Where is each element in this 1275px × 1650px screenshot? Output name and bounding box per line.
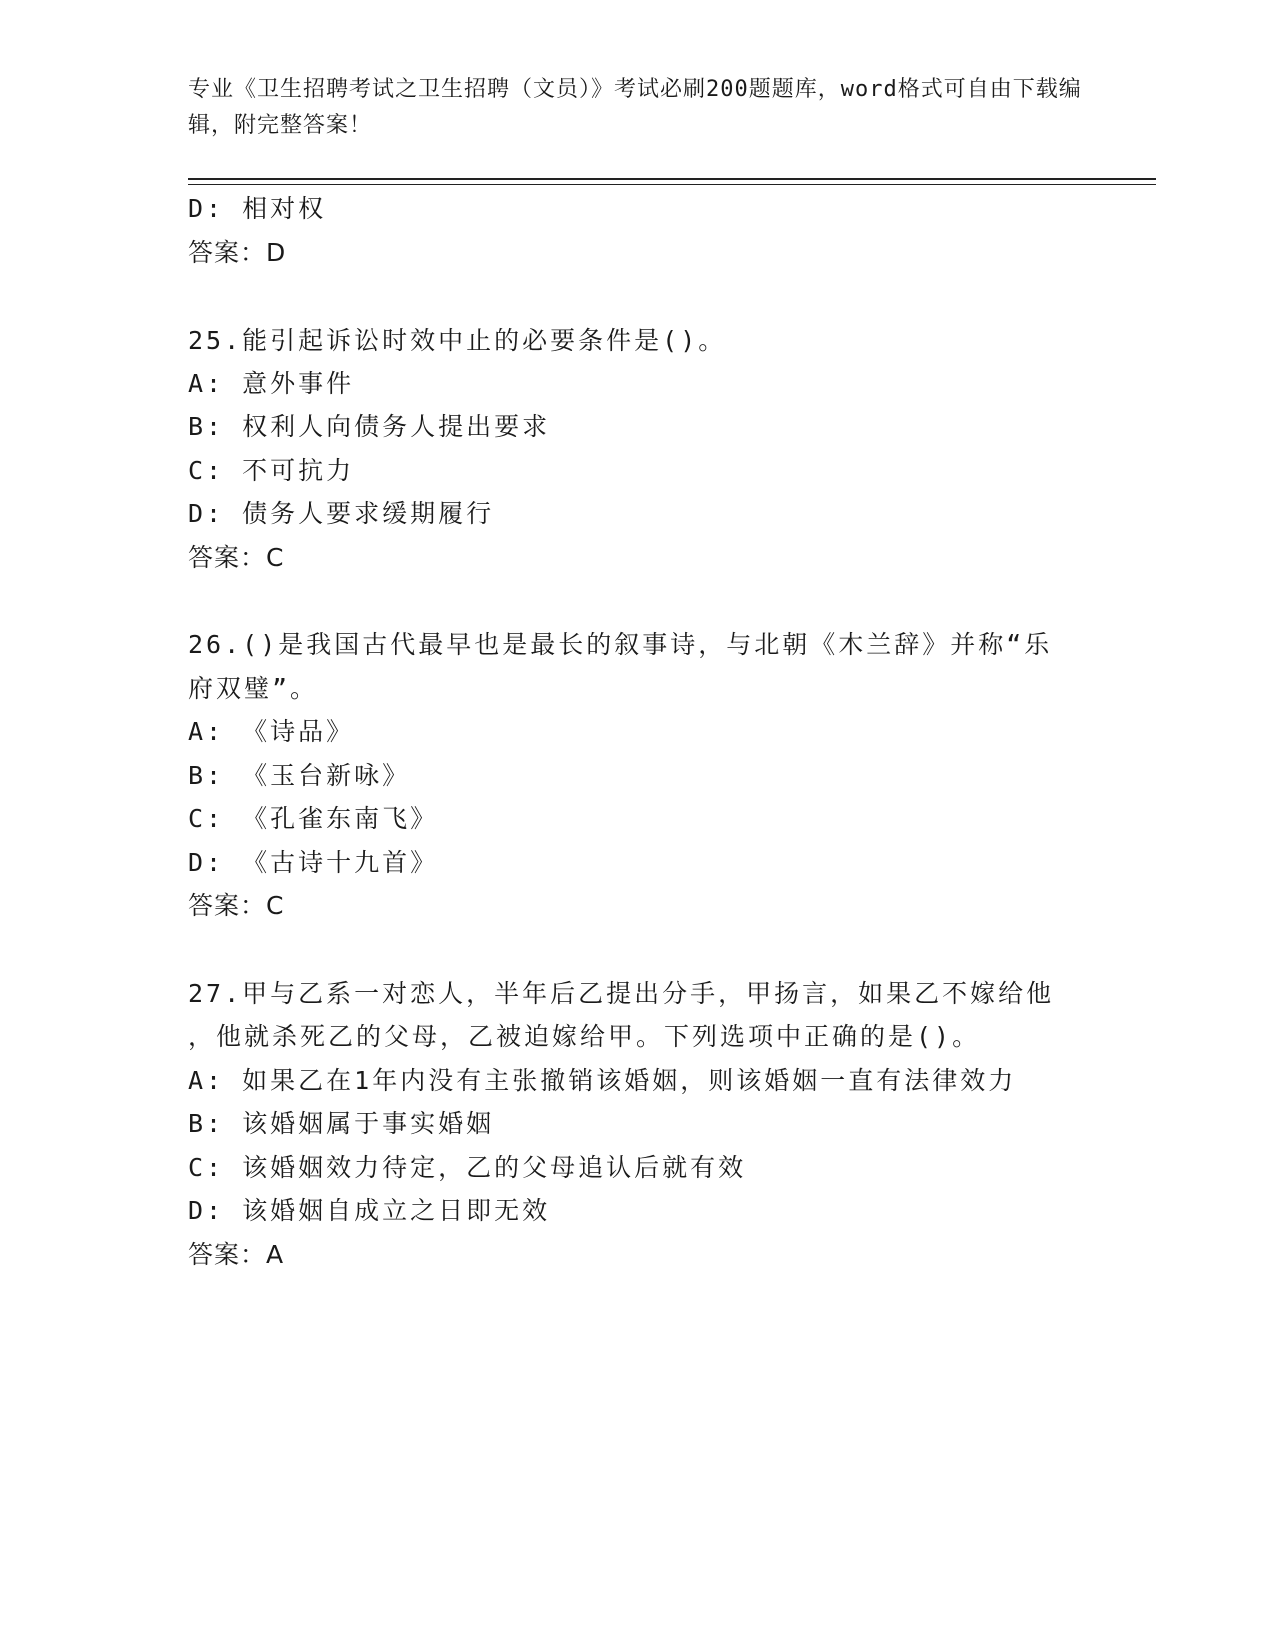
document-header: 专业《卫生招聘考试之卫生招聘（文员）》考试必刷200题题库，word格式可自由下载编辑，附完整答案！ [188,77,1082,138]
q27-answer: 答案：A [188,1240,285,1269]
q27-option-a: A: 如果乙在1年内没有主张撤销该婚姻，则该婚姻一直有法律效力 [188,1066,1017,1095]
q25-option-b: B: 权利人向债务人提出要求 [188,412,551,441]
header-rule-thick [188,178,1156,180]
q26-option-c: C: 《孔雀东南飞》 [188,804,439,833]
prev-answer: 答案：D [188,238,287,267]
q25-option-d: D: 债务人要求缓期履行 [188,499,495,528]
q26-stem-line1: 26.()是我国古代最早也是最长的叙事诗，与北朝《木兰辞》并称“乐 [188,630,1053,659]
q26-option-a: A: 《诗品》 [188,717,355,746]
q25-stem: 25.能引起诉讼时效中止的必要条件是()。 [188,326,727,355]
q25-option-c: C: 不可抗力 [188,456,355,485]
prev-option-d: D: 相对权 [188,194,327,223]
q25-answer: 答案：C [188,543,285,572]
q26-answer: 答案：C [188,891,285,920]
q27-option-c: C: 该婚姻效力待定，乙的父母追认后就有效 [188,1153,747,1182]
q27-option-d: D: 该婚姻自成立之日即无效 [188,1196,551,1225]
q26-stem-line2: 府双璧”。 [188,674,319,703]
q26-option-b: B: 《玉台新咏》 [188,761,411,790]
header-rule-thin [188,184,1156,185]
q27-option-b: B: 该婚姻属于事实婚姻 [188,1109,495,1138]
q27-stem-line2: ，他就杀死乙的父母，乙被迫嫁给甲。下列选项中正确的是()。 [188,1022,981,1051]
q27-stem-line1: 27.甲与乙系一对恋人，半年后乙提出分手，甲扬言，如果乙不嫁给他 [188,979,1055,1008]
q25-option-a: A: 意外事件 [188,369,355,398]
q26-option-d: D: 《古诗十九首》 [188,848,439,877]
